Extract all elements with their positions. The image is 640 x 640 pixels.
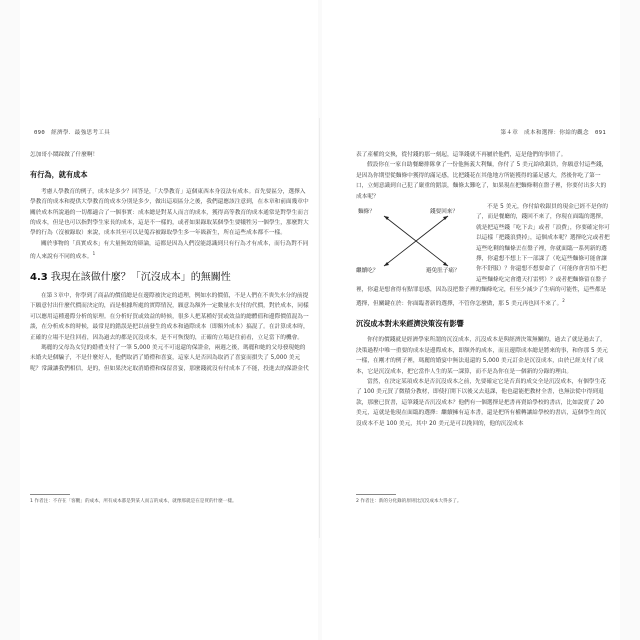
paragraph: 表了產權的交換，從付錢的那一刻起，這筆錢就不再屬於他們，這是他們的事情了。 — [356, 152, 567, 158]
arrow-line — [384, 241, 416, 266]
section-number: 4.3 — [30, 271, 48, 283]
paragraph: 假設你在一家自助餐廳排隊拿了一份他無義大利麵，你付了 5 美元給收銀員，你願意付這些錢，是因為你期望從麵條中獲得的滿足感，比把錢花在其他地方所能獲得的滿足感大，然後你吃了第一口，立刻意識到自己犯了嚴重的錯誤，麵條太難吃了，如果現在把麵條剩在盤子裡，你要付出多大的成本呢？ — [356, 162, 608, 200]
footnote-number: 2 — [356, 499, 359, 504]
paragraph: 考慮人學教育的例子，成本是多少？回答是，「大學教育」這個東西本身沒法有成本。首先要區分，選擇入學教育的成本和提供大學教育的成本分別是多少，做出這項區分之後，我們還應該注意到，在本章和前面幾章中關於成本所說過的一切都適合了一個事實：成本總是對某人而言的成本，獲得高等教育的成本通常是對學生而言的成本，但是也可以指對學生家長的成本，這是不一樣的，或者如果錄取某個學生要犧牲另一個學生，那麼對大學的行為（沒被錄取）來說，成本其至可以是蒐吞被錄取學生多一年級新生，所在這些成本都不一樣。 — [30, 188, 309, 237]
paragraph: 關於事物的「真實成本」有大量無效的辯論，這都是因為人們沒能認識到只有行為才有成本，而行為對不同的人來說有不同的成本。$^1$ — [30, 240, 309, 261]
footnote-text: 作者注：不存在「客觀」的成本，所有成本都是對某人而言的成本，就像那就是在是買的什麼一樣。 — [34, 499, 237, 504]
footnote-text: 作者注：新的分化錄的原則比沉沒成本大得多了。 — [360, 499, 462, 504]
section-heading-sunk-cost-no-effect: 沉沒成本對未來經濟決策沒有影響 — [356, 318, 464, 328]
paragraph: 在第３章中，你學到了商品的價值總是在邊際被決定的道理，例如水的價值，不是人們在不喪失水分的前提下願意付出什麼代價而決定的，而是根據所處的實際情況，願意為額外一定數量水支付的代價，對於成本，同樣可以應用這種邊際分析的原理。在分析好買或效益的時候，很多人把某種好買或效益的總體值和邊際價值混為一談，在分析成本的時候，最常見的錯誤是把以前發生的成本和過際成本（即額外成本）搞混了。在計算成本時，正確的立場不是往回看，因為過去的都是沉沒成本，是不可恢復的，正確的立場是往前看，立足當下的機會。 — [30, 292, 309, 341]
paragraph: 你付的價錢就是經濟學家所謂的沉沒成本，沉沒成本是與經濟決策無關的，過去了就是過去了，決策過程中唯一重要的成本是邊際成本，即額外的成本，而且邊際成本總是將來的事，和你那 5 美元一樣，在剛才的例子裡，瑪麗的婚宴中無法退還的 5,000 美元訂金是沉沒成本，由於已經支付了成本，它是沉沒成本，把它當作人生的某一課算，而不是為你在是一個新的分錄的理由。 — [356, 337, 608, 375]
diagram-label-money-back: 錢要回來？ — [430, 209, 458, 216]
footnote-rule — [356, 494, 396, 495]
left-running-title: 經濟學．最強思考工具 — [51, 130, 111, 136]
arrow-line — [416, 241, 448, 266]
arrow-line — [416, 216, 448, 241]
right-page-header — [500, 128, 610, 136]
footnote-marker: 1 — [92, 251, 96, 257]
paragraph: 瑪麗的父母為女兒的婚禮支付了一筆 5,000 美元不可退還的保證金，兩週之後，瑪麗和她的父母發現她的未婚夫是個騙子，不是什麼好人，他們取消了婚禮和喜宴，這家人是否因為取消了喜宴而損失了 5,000 美元呢？常識讓我們相信，是的，但如果決定取消婚禮和保留喜宴，那麼錢就沒有付成本了不能，投進去的保證金代 — [30, 344, 309, 372]
right-text-column — [356, 150, 610, 429]
left-page — [20, 0, 318, 640]
left-page-number: 090 — [34, 130, 46, 136]
diagram-label-keep-eating: 繼續吃？ — [356, 268, 379, 275]
section-heading-sunk-cost — [30, 273, 310, 283]
paragraph: 不是 5 美元，你付給收銀員的現金已經不是你的了，而是餐廳的，錢回不來了，你現在面臨的選擇，就是把這些錢「吃下去」或者「浪費」，你要確定你可以這樣「把錢浪費掉」，這個成本呢？選擇吃完或者把這些吃剩的麵條丟在盤子裡，你就面臨一系列新的選擇，你還想不想上下一部課了（吃這些麵條可能會讓你不舒服）？你還想不想要命了（可能你會害怕不把這些麵條吃完會遭天打雷劈）？或者把麵條留在盤子裡，你還是想會得有點罪惡感，因為沒把盤子裡的麵條吃完，但至少減少了生病的可能性，這些都是選擇，但關鍵在於：你面臨著新的選擇，不管你怎麼做，那 5 美元再也回不來了。$^2$ — [356, 204, 610, 307]
paragraph: 當然，在決定某項成本是否沉沒成本之前，先要確定它是否真的成交全是沉沒成本，有個學生花了 100 美元買了微積分教材，即使打開下以後又去退課，他也還能把教材全書，也無法從中得到退款，那麼已買書，這筆錢是否沉沒成本？他們有一個選擇是把書再賣給學校的書店，比如說賣了 20 美元，這就是他現在面臨的選擇：繼續擁有這本書，還是把所有權轉讓給學校的書店，這個學生的沉沒成本不是 100 美元，其中 20 美元是可以挽回的，他的沉沒成本 — [356, 379, 607, 427]
footnote-number: 1 — [30, 499, 33, 504]
right-page-number: 091 — [594, 130, 606, 136]
left-page-header — [30, 128, 110, 136]
choice-diagram — [356, 204, 476, 278]
right-page — [322, 0, 620, 640]
right-running-title: 第４章 成本和選擇：你給的觀念 — [500, 130, 589, 136]
diagram-label-avoid-stomachache: 避免肚子痛？ — [426, 268, 460, 275]
left-footnote — [30, 494, 310, 505]
right-footnote — [356, 494, 610, 505]
section-heading-cost-of-action: 有行為，就有成本 — [30, 170, 88, 180]
left-text-column — [30, 150, 310, 374]
footnote-rule — [30, 494, 70, 495]
footnote-marker: 2 — [562, 297, 565, 303]
opening-line: 怎加哥小鬧踩做了什麼啊！ — [30, 152, 99, 158]
diagram-label-noodles: 麵條？ — [358, 209, 375, 216]
page-gutter — [319, 118, 320, 538]
section-title: 我現在該做什麼？「沉沒成本」的無關性 — [50, 271, 231, 283]
arrow-line — [384, 216, 416, 241]
